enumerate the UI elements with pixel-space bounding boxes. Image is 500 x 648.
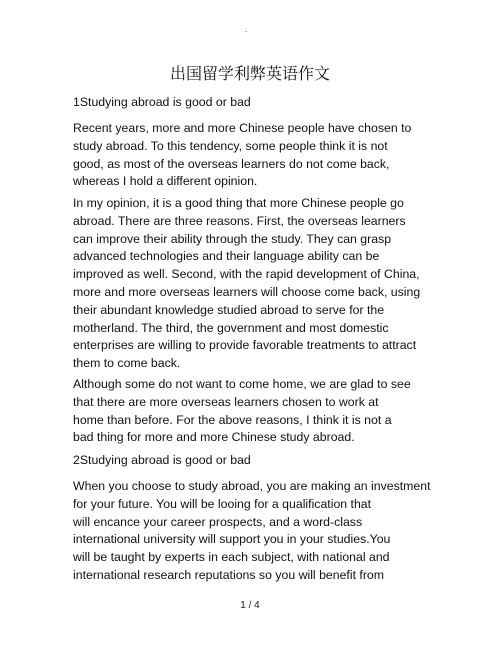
section-heading-2: 2Studying abroad is good or bad [73, 453, 251, 467]
page-marker: . [245, 25, 248, 34]
paragraph-2 [73, 195, 421, 373]
paragraph-line: international university will support you in your studies.You [73, 532, 391, 547]
paragraph-line: Although some do not want to come home, we are glad to see [73, 377, 411, 391]
paragraph-line: for your future. You will be looing for a qualification that [73, 496, 372, 511]
paragraph-line: abroad. There are three reasons. First, the overseas learners [73, 213, 406, 228]
paragraph-4 [73, 478, 431, 585]
paragraph-3 [73, 376, 411, 447]
paragraph-line: will encance your career prospects, and a word-class [73, 514, 363, 529]
paragraph-line: them to come back. [73, 356, 181, 371]
paragraph-line: international research reputations so you will benefit from [73, 567, 385, 582]
paragraph-line: motherland. The third, the government and most domestic [73, 320, 389, 335]
paragraph-line: whereas I hold a different opinion. [73, 174, 258, 189]
paragraph-line: that there are more overseas learners chosen to work at [73, 394, 379, 409]
paragraph-line: improved as well. Second, with the rapid development of China, [73, 267, 420, 282]
paragraph-line: their abundant knowledge studied abroad to serve for the [73, 302, 385, 317]
paragraph-line: When you choose to study abroad, you are making an investment [73, 479, 431, 493]
paragraph-line: advanced technologies and their language ability can be [73, 249, 380, 264]
paragraph-line: good, as most of the overseas learners do not come back, [73, 156, 390, 171]
paragraph-line: In my opinion, it is a good thing that more Chinese people go [73, 196, 404, 210]
paragraph-line: can improve their ability through the study. They can grasp [73, 231, 392, 246]
paragraph-line: Recent years, more and more Chinese people have chosen to [73, 121, 412, 135]
paragraph-line: home than before. For the above reasons, I think it is not a [73, 412, 392, 427]
paragraph-line: study abroad. To this tendency, some people think it is not [73, 138, 388, 153]
paragraph-line: more and more overseas learners will choose come back, using [73, 284, 421, 299]
paragraph-1 [73, 120, 412, 191]
page-number: 1 / 4 [240, 600, 260, 611]
paragraph-line: bad thing for more and more Chinese study abroad. [73, 430, 355, 445]
paragraph-line: enterprises are willing to provide favorable treatments to attract [73, 338, 417, 353]
section-heading-1: 1Studying abroad is good or bad [73, 95, 251, 109]
paragraph-line: will be taught by experts in each subject, with national and [73, 550, 390, 565]
document-title: 出国留学利弊英语作文 [169, 64, 330, 83]
